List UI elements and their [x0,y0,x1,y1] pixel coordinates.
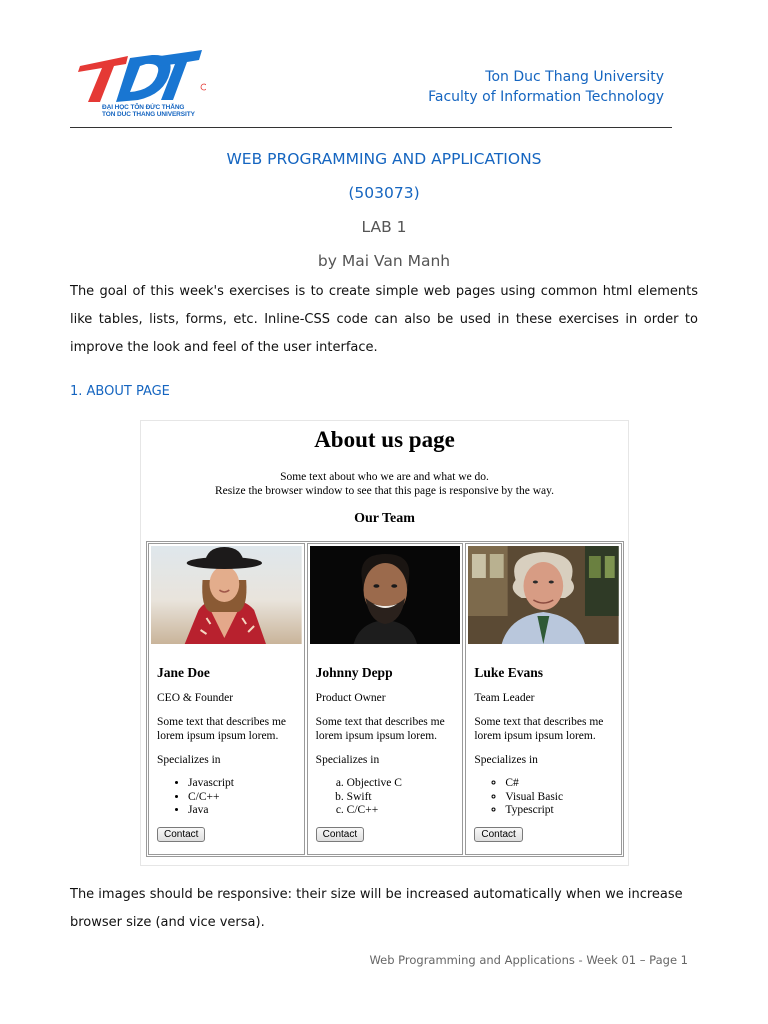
member-description: Some text that describes me lorem ipsum ipsum lorem. [157,716,287,742]
member-description: Some text that describes me lorem ipsum ipsum lorem. [315,716,445,742]
member-role: Team Leader [474,692,535,704]
skills-list [316,777,455,818]
about-page-screenshot [140,420,629,866]
member-name: Jane Doe [157,665,210,680]
tdt-logo-mark [74,50,206,106]
contact-button[interactable]: Contact [157,827,205,842]
team-card-luke-evans [465,543,622,855]
intro-paragraph: The goal of this week's exercises is to create simple web pages using common html elements like tables, lists, forms, etc. Inline-CSS code can also be used in these exercises in order to improve the look and feel of the user interface. [70,284,698,355]
skill-item: b. Swift [347,791,455,805]
member-name: Luke Evans [474,665,543,680]
member-role: CEO & Founder [157,692,234,704]
skills-list [157,777,296,818]
responsive-note: The images should be responsive: their size will be increased automatically when we increase browser size (and vice versa). [70,887,683,930]
page-footer: Web Programming and Applications - Week 01 – Page 1 [369,953,688,967]
team-grid [146,541,624,857]
university-logo [74,50,206,122]
about-intro-line-2: Resize the browser window to see that this page is responsive by the way. [214,485,555,497]
skills-list [474,777,613,818]
skill-item: • Java [188,804,296,818]
profile-photo-luke-evans [468,546,619,644]
section-heading: 1. ABOUT PAGE [70,384,170,399]
header-divider [70,127,672,128]
course-title: WEB PROGRAMMING AND APPLICATIONS [226,150,542,168]
lab-title: LAB 1 [361,218,407,236]
specializes-label: Specializes in [474,754,538,766]
skill-item: ◦ Typescript [505,804,613,818]
university-name: Ton Duc Thang University [485,69,664,85]
course-code: (503073) [348,184,420,202]
member-description: Some text that describes me lorem ipsum ipsum lorem. [474,716,604,742]
logo-line-1: ĐẠI HỌC TÔN ĐỨC THẮNG [102,104,185,111]
institution-info [428,67,664,107]
faculty-name: Faculty of Information Technology [428,89,664,105]
specializes-label: Specializes in [315,754,380,766]
contact-button[interactable]: Contact [316,827,364,842]
team-card-johnny-depp [307,543,464,855]
skill-item: c. C/C++ [347,804,455,818]
specializes-label: Specializes in [157,754,221,766]
skill-item: • C/C++ [188,791,296,805]
skill-item: ◦ C# [505,777,613,791]
contact-button[interactable]: Contact [474,827,522,842]
member-name: Johnny Depp [315,665,393,680]
skill-item: ◦ Visual Basic [505,791,613,805]
about-heading: About us page [314,427,455,452]
team-heading: Our Team [354,511,415,526]
member-role: Product Owner [315,692,386,704]
skill-item: • Javascript [188,777,296,791]
profile-photo-jane-doe [151,546,302,644]
about-intro [141,470,628,498]
author-line: by Mai Van Manh [317,252,451,270]
team-card-jane-doe [148,543,305,855]
profile-photo-johnny-depp [310,546,461,644]
skill-item: a. Objective C [347,777,455,791]
about-intro-line-1: Some text about who we are and what we do. [280,471,489,483]
logo-line-2: TON DUC THANG UNIVERSITY [102,111,195,118]
